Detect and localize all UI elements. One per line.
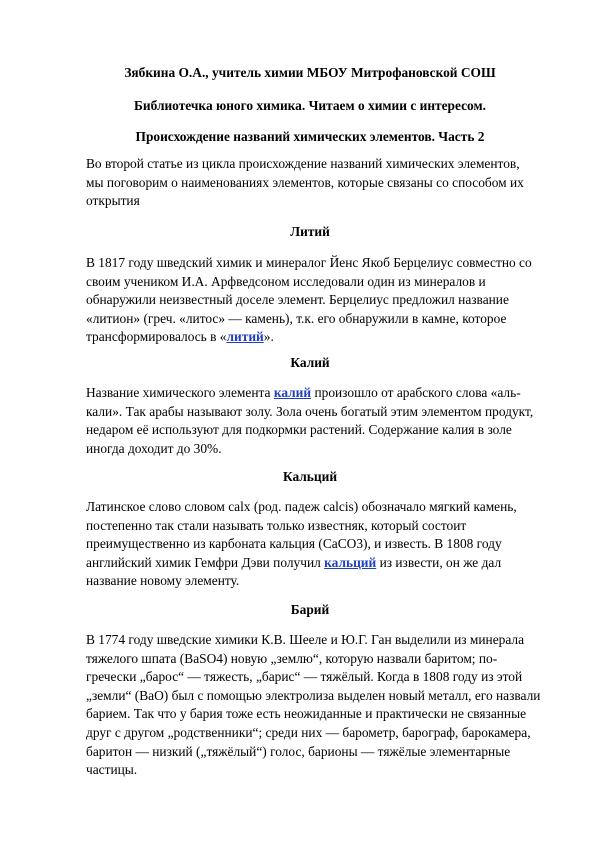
author-line: Зябкина О.А., учитель химии МБОУ Митрофановской СОШ [124,65,496,80]
lithium-line-with-link [86,328,566,347]
potassium-line-text: Название химического элемента [86,385,274,400]
lithium-paragraph [86,254,566,347]
calcium-line-with-link [86,554,566,573]
calcium-link[interactable]: кальций [324,554,377,570]
calcium-heading: Кальций [282,469,338,484]
calcium-line-text: из извести, он же дал [376,554,502,570]
series-line: Библиотечка юного химика. Читаем о химии с интересом. [134,98,486,113]
barium-line: тяжелого шпата (BaSO4) новую „землю“, которую назвали баритом; по- [86,650,498,666]
potassium-line: иногда доходит до 30%. [86,440,222,456]
barium-heading: Барий [290,602,330,617]
intro-line: открытия [86,193,140,209]
lithium-line: своим учеником И.А. Арфведсоном исследовали один из минералов и [86,273,486,289]
barium-line: барием. Так что у бария тоже есть неожиданные и практически не связанные [86,706,527,722]
potassium-line: кали». Так арабы называют золу. Зола очень богатый этим элементом продукт, [86,403,534,419]
calcium-line: преимущественно из карбоната кальция (CaCO3), и известь. В 1808 году [86,536,502,552]
intro-paragraph [86,155,566,211]
lithium-line: В 1817 году шведский химик и минералог Йенс Якоб Берцелиус совместно со [86,255,532,270]
lithium-line-text: трансформировалось в « [86,329,227,345]
calcium-paragraph [86,498,566,591]
lithium-line-text: ». [263,329,274,345]
calcium-line-text: английский химик Гемфри Дэви получил [86,554,325,570]
barium-line: частицы. [86,762,138,778]
barium-line: друг с другом „родственники“; среди них — барометр, барограф, барокамера, [86,724,531,740]
potassium-paragraph [86,384,566,458]
intro-line: мы поговорим о наименованиях элементов, которые связаны со способом их [86,174,524,190]
barium-line: В 1774 году шведские химики К.В. Шееле и Ю.Г. Ган выделили из минерала [86,632,525,647]
article-title: Происхождение названий химических элементов. Часть 2 [135,129,485,144]
calcium-line: постепенно так стали называть только известняк, который состоит [86,517,467,533]
barium-line: гречески „барос“ — тяжесть, „барис“ — тяжёлый. Когда в 1808 году из этой [86,669,523,685]
barium-line: баритон — низкий („тяжёлый“) голос, барионы — тяжёлые элементарные [86,743,511,759]
potassium-line-text: произошло от арабского слова «аль- [311,385,521,400]
barium-line: „земли“ (BaO) был с помощью электролиза выделен новый металл, его назвали [86,687,541,703]
lithium-line: «литион» (греч. «литос» — камень), т.к. его обнаружили в камне, которое [86,310,507,326]
potassium-link[interactable]: калий [273,385,312,400]
calcium-line: Латинское слово словом calx (род. падеж calcis) обозначало мягкий камень, [86,499,517,514]
barium-paragraph [86,631,566,780]
potassium-line: недаром её используют для подкормки растений. Содержание калия в золе [86,422,512,438]
potassium-heading: Калий [290,355,330,370]
lithium-heading: Литий [290,224,330,239]
calcium-line: название новому элементу. [86,573,240,589]
lithium-link[interactable]: литий [226,329,264,345]
potassium-line-with-link [86,384,566,403]
lithium-line: обнаружили неизвестный доселе элемент. Берцелиус предложил название [86,292,509,308]
intro-line: Во второй статье из цикла происхождение названий химических элементов, [86,156,520,171]
